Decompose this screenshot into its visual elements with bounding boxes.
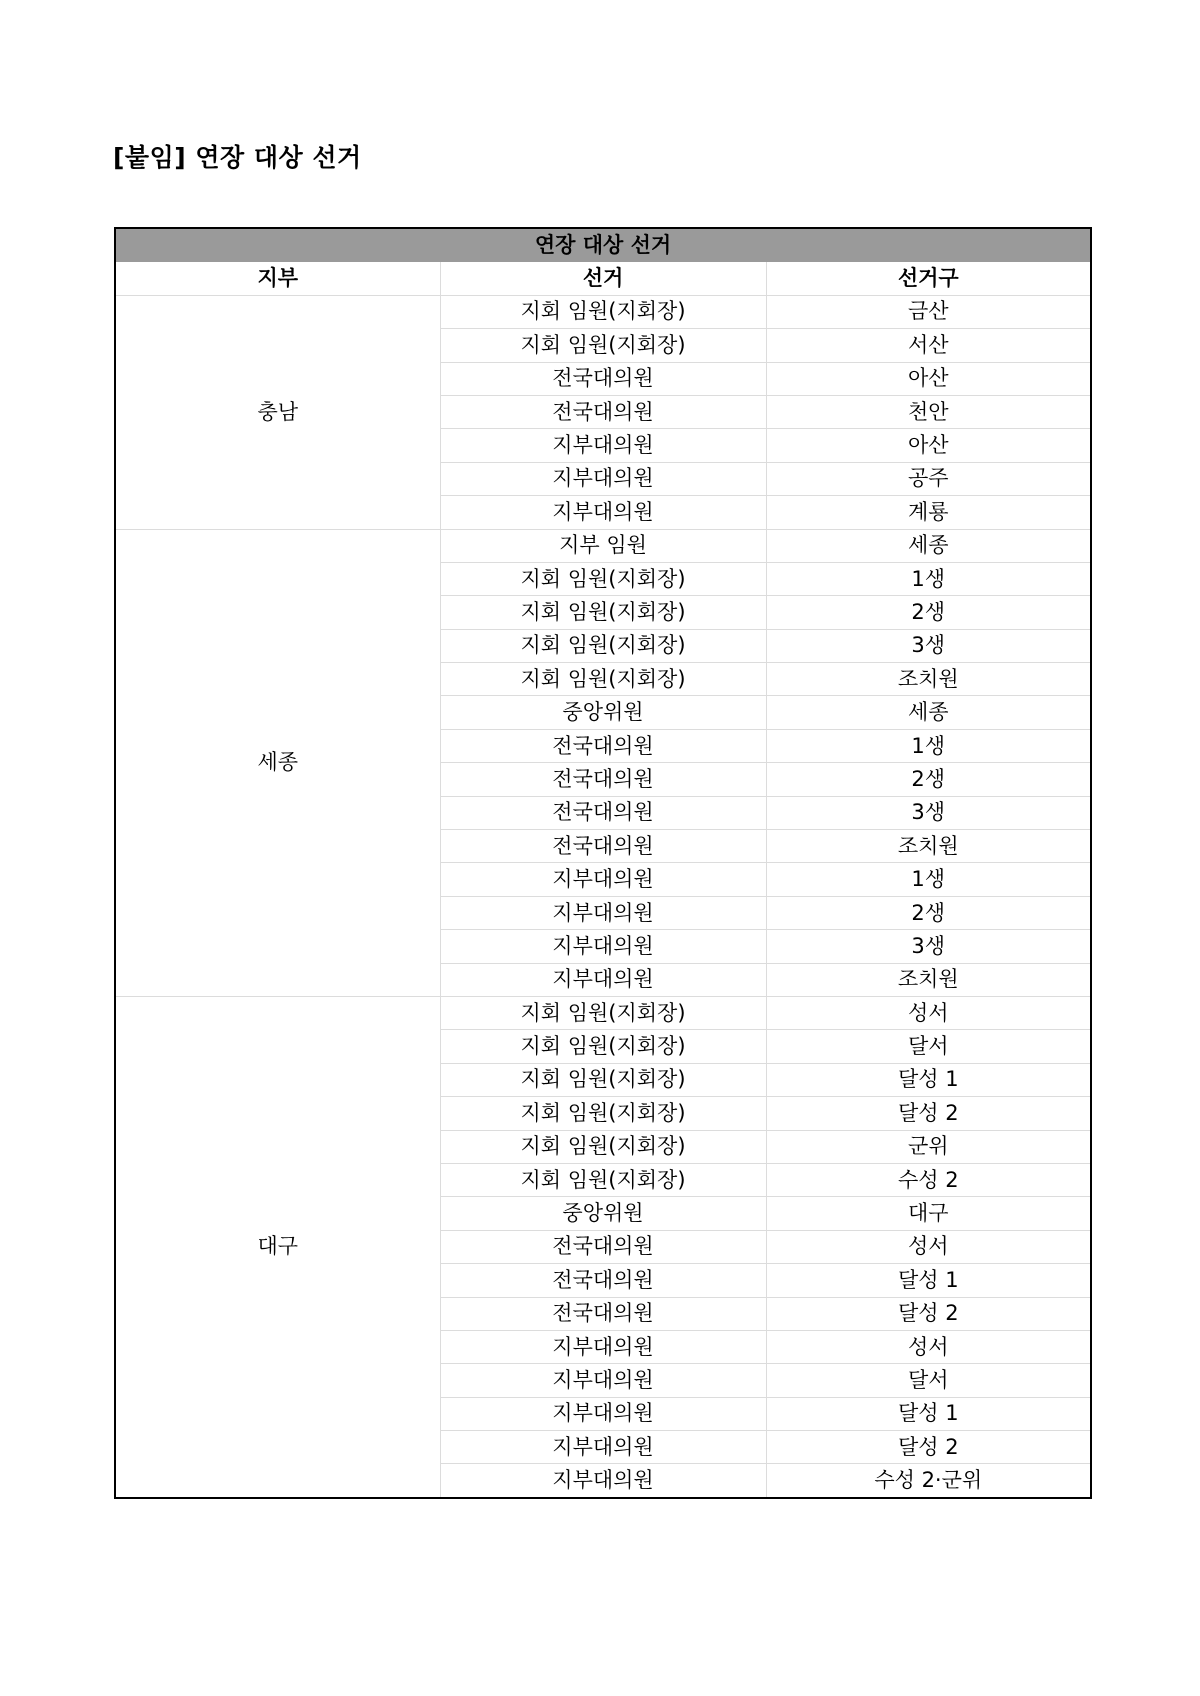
election-cell: 중앙위원 xyxy=(440,696,766,729)
table-row xyxy=(115,529,1091,562)
district-cell: 금산 xyxy=(766,295,1091,328)
election-cell: 지회 임원(지회장) xyxy=(440,329,766,362)
election-cell: 지회 임원(지회장) xyxy=(440,663,766,696)
branch-cell: 충남 xyxy=(115,295,440,529)
district-cell: 수성 2 xyxy=(766,1163,1091,1196)
election-cell: 전국대의원 xyxy=(440,763,766,796)
election-cell: 지부 임원 xyxy=(440,529,766,562)
table-caption-row xyxy=(115,228,1091,262)
district-cell: 달성 1 xyxy=(766,1264,1091,1297)
election-cell: 전국대의원 xyxy=(440,395,766,428)
district-cell: 수성 2·군위 xyxy=(766,1464,1091,1498)
district-cell: 성서 xyxy=(766,996,1091,1029)
district-cell: 2생 xyxy=(766,896,1091,929)
table-row xyxy=(115,295,1091,328)
election-cell: 지부대의원 xyxy=(440,1464,766,1498)
election-cell: 지회 임원(지회장) xyxy=(440,1130,766,1163)
district-cell: 대구 xyxy=(766,1197,1091,1230)
table-body xyxy=(115,295,1091,1498)
election-cell: 지부대의원 xyxy=(440,1431,766,1464)
district-cell: 1생 xyxy=(766,863,1091,896)
district-cell: 1생 xyxy=(766,562,1091,595)
district-cell: 달성 2 xyxy=(766,1097,1091,1130)
election-cell: 전국대의원 xyxy=(440,1297,766,1330)
district-cell: 1생 xyxy=(766,729,1091,762)
district-cell: 3생 xyxy=(766,930,1091,963)
district-cell: 군위 xyxy=(766,1130,1091,1163)
election-cell: 지부대의원 xyxy=(440,496,766,529)
election-cell: 지회 임원(지회장) xyxy=(440,562,766,595)
election-cell: 지부대의원 xyxy=(440,429,766,462)
election-cell: 지회 임원(지회장) xyxy=(440,996,766,1029)
district-cell: 3생 xyxy=(766,629,1091,662)
election-cell: 지회 임원(지회장) xyxy=(440,596,766,629)
election-cell: 지부대의원 xyxy=(440,462,766,495)
election-cell: 전국대의원 xyxy=(440,1230,766,1263)
election-cell: 지부대의원 xyxy=(440,896,766,929)
district-cell: 성서 xyxy=(766,1330,1091,1363)
branch-cell: 대구 xyxy=(115,996,440,1497)
table-row xyxy=(115,996,1091,1029)
district-cell: 성서 xyxy=(766,1230,1091,1263)
election-cell: 지부대의원 xyxy=(440,930,766,963)
district-cell: 조치원 xyxy=(766,963,1091,996)
election-cell: 지회 임원(지회장) xyxy=(440,1063,766,1096)
election-cell: 전국대의원 xyxy=(440,729,766,762)
election-cell: 전국대의원 xyxy=(440,1264,766,1297)
district-cell: 3생 xyxy=(766,796,1091,829)
district-cell: 2생 xyxy=(766,596,1091,629)
election-cell: 전국대의원 xyxy=(440,796,766,829)
district-cell: 달성 1 xyxy=(766,1063,1091,1096)
header-branch: 지부 xyxy=(115,262,440,295)
table-caption: 연장 대상 선거 xyxy=(115,228,1091,262)
district-cell: 달성 1 xyxy=(766,1397,1091,1430)
election-cell: 지부대의원 xyxy=(440,1364,766,1397)
district-cell: 달성 2 xyxy=(766,1431,1091,1464)
election-cell: 지회 임원(지회장) xyxy=(440,1163,766,1196)
election-cell: 지부대의원 xyxy=(440,863,766,896)
document-title: [붙임] 연장 대상 선거 xyxy=(113,143,362,172)
district-cell: 서산 xyxy=(766,329,1091,362)
election-cell: 지부대의원 xyxy=(440,963,766,996)
district-cell: 공주 xyxy=(766,462,1091,495)
election-table xyxy=(114,227,1092,1499)
election-cell: 지부대의원 xyxy=(440,1397,766,1430)
election-cell: 지부대의원 xyxy=(440,1330,766,1363)
district-cell: 계룡 xyxy=(766,496,1091,529)
district-cell: 달서 xyxy=(766,1030,1091,1063)
district-cell: 조치원 xyxy=(766,830,1091,863)
branch-cell: 세종 xyxy=(115,529,440,996)
election-cell: 전국대의원 xyxy=(440,362,766,395)
district-cell: 세종 xyxy=(766,529,1091,562)
district-cell: 조치원 xyxy=(766,663,1091,696)
election-cell: 지회 임원(지회장) xyxy=(440,1030,766,1063)
header-district: 선거구 xyxy=(766,262,1091,295)
election-cell: 지회 임원(지회장) xyxy=(440,1097,766,1130)
election-cell: 지회 임원(지회장) xyxy=(440,629,766,662)
table-header-row xyxy=(115,262,1091,295)
district-cell: 2생 xyxy=(766,763,1091,796)
district-cell: 달서 xyxy=(766,1364,1091,1397)
election-cell: 지회 임원(지회장) xyxy=(440,295,766,328)
district-cell: 세종 xyxy=(766,696,1091,729)
header-election: 선거 xyxy=(440,262,766,295)
district-cell: 달성 2 xyxy=(766,1297,1091,1330)
district-cell: 아산 xyxy=(766,362,1091,395)
election-cell: 전국대의원 xyxy=(440,830,766,863)
district-cell: 천안 xyxy=(766,395,1091,428)
district-cell: 아산 xyxy=(766,429,1091,462)
election-cell: 중앙위원 xyxy=(440,1197,766,1230)
